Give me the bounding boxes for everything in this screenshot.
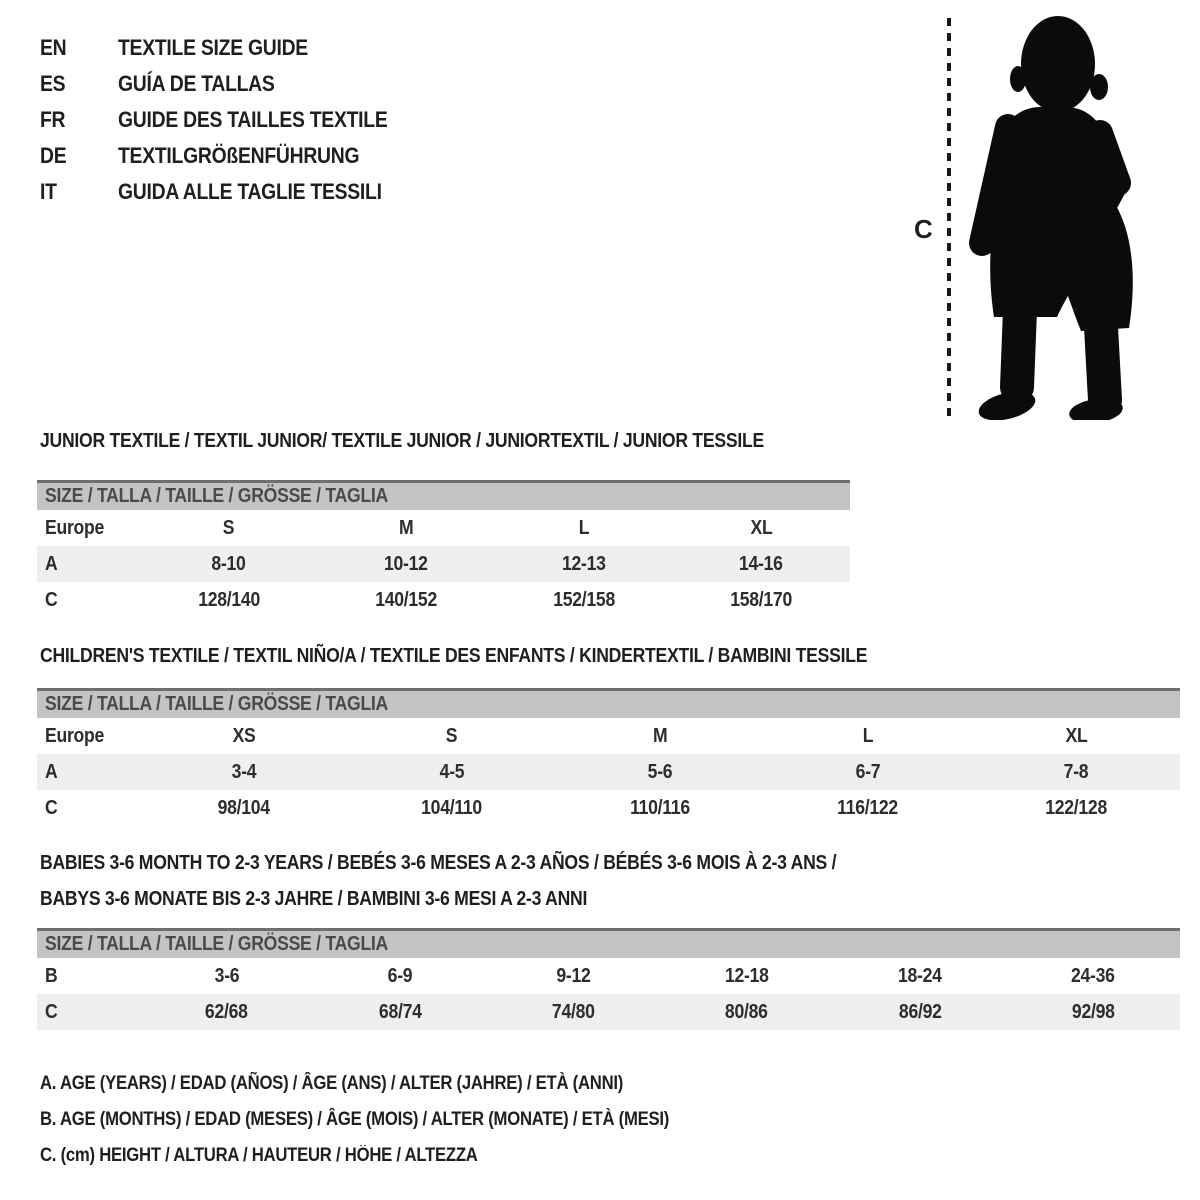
age-cell: 24-36: [1071, 964, 1116, 987]
age-cell: 4-5: [439, 760, 465, 783]
row-label: C: [45, 588, 58, 611]
age-cell: 8-10: [211, 552, 246, 575]
height-cell: 152/158: [552, 588, 615, 611]
table-row-age-months: [37, 958, 1180, 994]
height-measure-line: [947, 18, 951, 416]
height-cell: 68/74: [378, 1000, 422, 1023]
junior-size-table: [37, 480, 850, 618]
height-cell: 62/68: [205, 1000, 249, 1023]
height-cell: 86/92: [898, 1000, 942, 1023]
size-cell: XL: [1065, 724, 1087, 747]
legend-line-a: A. AGE (YEARS) / EDAD (AÑOS) / ÂGE (ANS) / ALTER (JAHRE) / ETÀ (ANNI): [40, 1073, 624, 1094]
table-row-height: [37, 582, 850, 618]
legend-line-b: B. AGE (MONTHS) / EDAD (MESES) / ÂGE (MOIS) / ALTER (MONATE) / ETÀ (MESI): [40, 1109, 670, 1130]
height-cell: 116/122: [837, 796, 899, 819]
size-cell: L: [862, 724, 874, 747]
height-cell: 74/80: [551, 1000, 595, 1023]
lang-code: EN: [40, 35, 67, 60]
guide-title: TEXTILE SIZE GUIDE: [118, 35, 308, 60]
height-cell: 140/152: [375, 588, 438, 611]
table-row-height: [37, 994, 1180, 1030]
table-header-bar: SIZE / TALLA / TAILLE / GRÖSSE / TAGLIA: [37, 480, 850, 510]
age-cell: 5-6: [647, 760, 673, 783]
lang-row-fr: [40, 102, 424, 138]
section-title-babies: BABIES 3-6 MONTH TO 2-3 YEARS / BEBÉS 3-6 MESES A 2-3 AÑOS / BÉBÉS 3-6 MOIS À 2-3 ANS / BABYS 3-6 MONATE BIS 2-3 JAHRE / BAMBINI 3-6 MESI A 2-3 ANNI: [40, 852, 837, 910]
size-cell: L: [578, 516, 589, 539]
size-cell: M: [652, 724, 668, 747]
age-cell: 18-24: [898, 964, 942, 987]
table-row-europe: [37, 510, 850, 546]
height-cell: 122/128: [1045, 796, 1107, 819]
height-cell: 80/86: [725, 1000, 769, 1023]
lang-row-en: [40, 30, 424, 66]
lang-row-de: [40, 138, 424, 174]
row-label: A: [45, 760, 58, 783]
lang-code: ES: [40, 71, 66, 96]
row-label: A: [45, 552, 58, 575]
legend: [40, 1066, 755, 1174]
table-row-age: [37, 754, 1180, 790]
height-cell: 110/116: [630, 796, 690, 819]
guide-title: GUIDE DES TAILLES TEXTILE: [118, 107, 388, 132]
size-cell: S: [446, 724, 458, 747]
section-title-children: CHILDREN'S TEXTILE / TEXTIL NIÑO/A / TEXTILE DES ENFANTS / KINDERTEXTIL / BAMBINI TESSILE: [40, 645, 868, 667]
height-cell: 98/104: [217, 796, 271, 819]
lang-code: IT: [40, 179, 57, 204]
language-title-list: [40, 30, 424, 210]
legend-line-c: C. (cm) HEIGHT / ALTURA / HAUTEUR / HÖHE / ALTEZZA: [40, 1145, 478, 1166]
table-row-height: [37, 790, 1180, 826]
toddler-silhouette-icon: [960, 15, 1145, 420]
size-cell: XS: [232, 724, 256, 747]
height-cell: 92/98: [1071, 1000, 1115, 1023]
age-cell: 7-8: [1063, 760, 1089, 783]
age-cell: 6-7: [855, 760, 881, 783]
row-label: C: [45, 1000, 58, 1023]
guide-title: TEXTILGRÖßENFÜHRUNG: [118, 143, 360, 168]
guide-title: GUIDA ALLE TAGLIE TESSILI: [118, 179, 382, 204]
row-label: B: [45, 964, 58, 987]
row-label: Europe: [45, 516, 105, 539]
age-cell: 14-16: [739, 552, 784, 575]
children-size-table: [37, 688, 1180, 826]
lang-row-it: [40, 174, 424, 210]
age-cell: 3-4: [231, 760, 257, 783]
size-cell: S: [223, 516, 235, 539]
height-measure-label: C: [914, 214, 933, 244]
size-cell: XL: [750, 516, 773, 539]
guide-title: GUÍA DE TALLAS: [118, 71, 275, 96]
age-cell: 3-6: [214, 964, 239, 987]
section-title-junior: JUNIOR TEXTILE / TEXTIL JUNIOR/ TEXTILE JUNIOR / JUNIORTEXTIL / JUNIOR TESSILE: [40, 430, 764, 452]
row-label: Europe: [45, 724, 105, 747]
age-cell: 6-9: [387, 964, 413, 987]
table-row-age: [37, 546, 850, 582]
age-cell: 9-12: [556, 964, 591, 987]
height-cell: 104/110: [421, 796, 483, 819]
height-cell: 158/170: [730, 588, 793, 611]
lang-row-es: [40, 66, 424, 102]
babies-size-table: [37, 928, 1180, 1030]
age-cell: 10-12: [384, 552, 429, 575]
table-row-europe: [37, 718, 1180, 754]
table-header-bar: SIZE / TALLA / TAILLE / GRÖSSE / TAGLIA: [37, 928, 1180, 958]
age-cell: 12-13: [561, 552, 606, 575]
lang-code: DE: [40, 143, 67, 168]
size-cell: M: [399, 516, 414, 539]
table-header-bar: SIZE / TALLA / TAILLE / GRÖSSE / TAGLIA: [37, 688, 1180, 718]
lang-code: FR: [40, 107, 66, 132]
height-cell: 128/140: [197, 588, 260, 611]
age-cell: 12-18: [724, 964, 769, 987]
row-label: C: [45, 796, 58, 819]
